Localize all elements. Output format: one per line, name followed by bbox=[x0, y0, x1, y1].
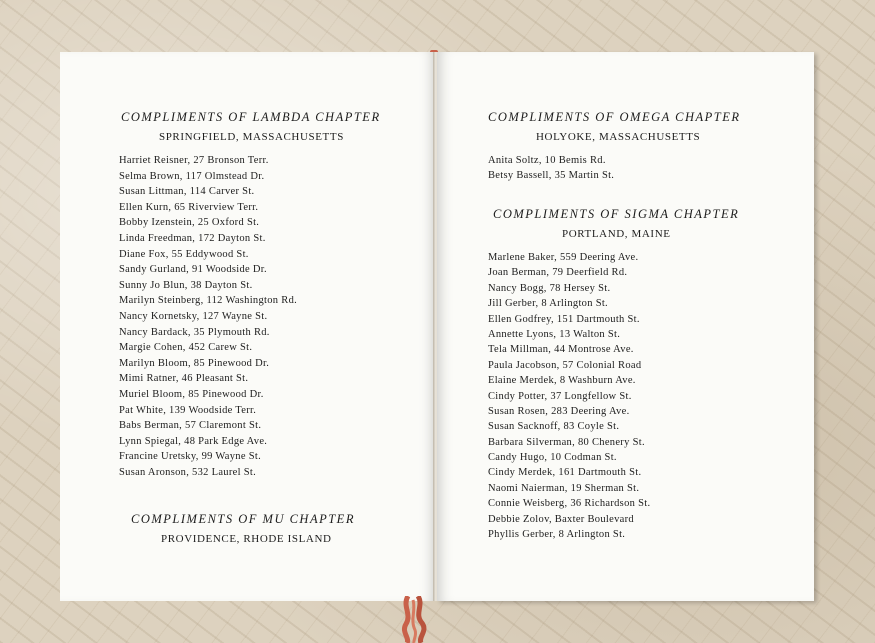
lambda-chapter-location: SPRINGFIELD, MASSACHUSETTS bbox=[159, 131, 344, 143]
lambda-chapter-heading: COMPLIMENTS OF LAMBDA CHAPTER bbox=[121, 110, 381, 124]
list-item: Cindy Merdek, 161 Dartmouth St. bbox=[488, 467, 642, 479]
list-item: Annette Lyons, 13 Walton St. bbox=[488, 328, 621, 340]
right-page bbox=[437, 52, 814, 601]
list-item: Diane Fox, 55 Eddywood St. bbox=[119, 248, 249, 260]
list-item: Nancy Bogg, 78 Hersey St. bbox=[488, 282, 611, 294]
list-item: Phyllis Gerber, 8 Arlington St. bbox=[488, 529, 626, 541]
sigma-chapter-location: PORTLAND, MAINE bbox=[562, 228, 671, 240]
list-item: Marilyn Steinberg, 112 Washington Rd. bbox=[119, 295, 298, 307]
list-item: Tela Millman, 44 Montrose Ave. bbox=[488, 344, 634, 356]
list-item: Margie Cohen, 452 Carew St. bbox=[119, 342, 253, 354]
omega-chapter-location: HOLYOKE, MASSACHUSETTS bbox=[536, 131, 701, 143]
mu-chapter-location: PROVIDENCE, RHODE ISLAND bbox=[161, 533, 332, 545]
list-item: Harriet Reisner, 27 Bronson Terr. bbox=[119, 155, 269, 166]
list-item: Susan Littman, 114 Carver St. bbox=[119, 186, 255, 198]
list-item: Betsy Bassell, 35 Martin St. bbox=[488, 170, 615, 182]
list-item: Muriel Bloom, 85 Pinewood Dr. bbox=[119, 388, 264, 400]
list-item: Mimi Ratner, 46 Pleasant St. bbox=[119, 373, 249, 385]
lambda-member-list bbox=[119, 153, 297, 480]
list-item: Susan Rosen, 283 Deering Ave. bbox=[488, 405, 630, 417]
list-item: Paula Jacobson, 57 Colonial Road bbox=[488, 359, 642, 371]
list-item: Susan Aronson, 532 Laurel St. bbox=[119, 466, 257, 478]
list-item: Barbara Silverman, 80 Chenery St. bbox=[488, 436, 645, 448]
list-item: Marilyn Bloom, 85 Pinewood Dr. bbox=[119, 357, 270, 369]
list-item: Elaine Merdek, 8 Washburn Ave. bbox=[488, 375, 636, 387]
mu-chapter-heading: COMPLIMENTS OF MU CHAPTER bbox=[131, 512, 355, 526]
list-item: Marlene Baker, 559 Deering Ave. bbox=[488, 252, 639, 263]
list-item: Pat White, 139 Woodside Terr. bbox=[119, 404, 257, 416]
list-item: Joan Berman, 79 Deerfield Rd. bbox=[488, 267, 628, 279]
list-item: Susan Sacknoff, 83 Coyle St. bbox=[488, 421, 620, 433]
list-item: Ellen Godfrey, 151 Dartmouth St. bbox=[488, 313, 640, 325]
sigma-chapter-heading: COMPLIMENTS OF SIGMA CHAPTER bbox=[493, 207, 740, 221]
omega-member-list bbox=[488, 153, 614, 184]
list-item: Sandy Gurland, 91 Woodside Dr. bbox=[119, 264, 267, 276]
sigma-member-list bbox=[488, 250, 650, 542]
list-item: Lynn Spiegal, 48 Park Edge Ave. bbox=[119, 435, 268, 447]
list-item: Anita Soltz, 10 Bemis Rd. bbox=[488, 155, 606, 166]
list-item: Ellen Kurn, 65 Riverview Terr. bbox=[119, 201, 259, 213]
list-item: Sunny Jo Blun, 38 Dayton St. bbox=[119, 279, 253, 291]
list-item: Nancy Bardack, 35 Plymouth Rd. bbox=[119, 326, 270, 338]
list-item: Jill Gerber, 8 Arlington St. bbox=[488, 298, 608, 310]
left-page bbox=[60, 52, 436, 601]
list-item: Cindy Potter, 37 Longfellow St. bbox=[488, 390, 632, 402]
list-item: Naomi Naierman, 19 Sherman St. bbox=[488, 482, 640, 494]
list-item: Linda Freedman, 172 Dayton St. bbox=[119, 232, 266, 244]
list-item: Candy Hugo, 10 Codman St. bbox=[488, 452, 617, 464]
omega-chapter-heading: COMPLIMENTS OF OMEGA CHAPTER bbox=[488, 110, 741, 124]
list-item: Debbie Zolov, Baxter Boulevard bbox=[488, 513, 634, 525]
list-item: Babs Berman, 57 Claremont St. bbox=[119, 420, 262, 432]
list-item: Selma Brown, 117 Olmstead Dr. bbox=[119, 170, 265, 182]
list-item: Nancy Kornetsky, 127 Wayne St. bbox=[119, 310, 268, 322]
list-item: Francine Uretsky, 99 Wayne St. bbox=[119, 451, 262, 463]
list-item: Bobby Izenstein, 25 Oxford St. bbox=[119, 217, 260, 229]
list-item: Connie Weisberg, 36 Richardson St. bbox=[488, 498, 651, 510]
ribbon-bookmark-tassel bbox=[398, 596, 432, 643]
